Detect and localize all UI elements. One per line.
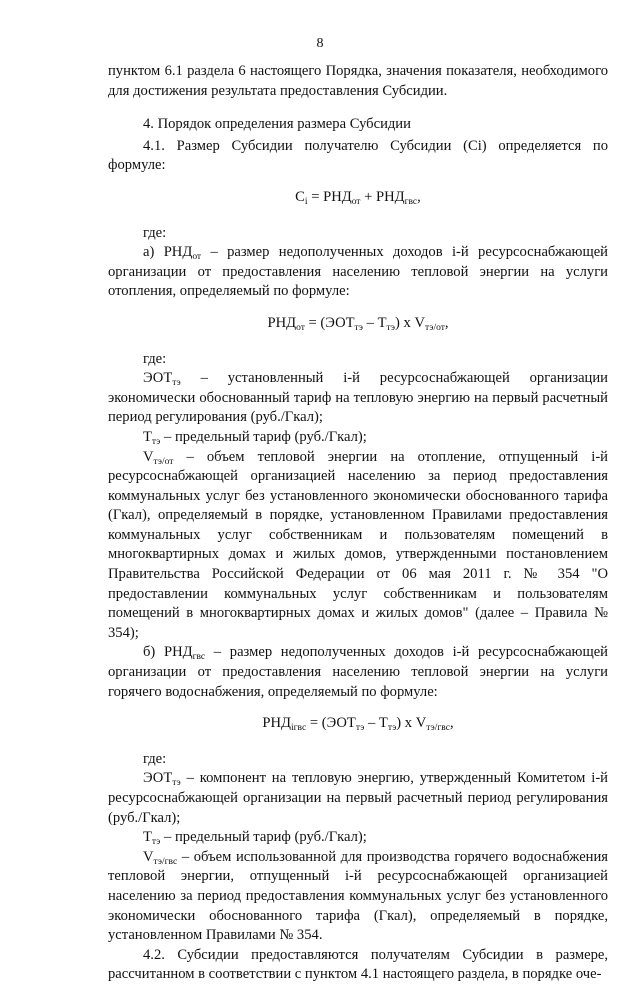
term-subscript: гвс [192, 652, 206, 663]
section-title: 4. Порядок определения размера Субсидии [143, 116, 411, 133]
formula-term: = РНД [307, 188, 352, 205]
formula-term: – Т [363, 314, 387, 331]
term-name: V [143, 848, 154, 865]
term-name: ЭОТ [143, 770, 173, 787]
formula-term: РНД [262, 715, 291, 732]
document-body [108, 62, 608, 985]
term-name: а) РНД [143, 244, 193, 261]
term-subscript: тэ [151, 837, 161, 848]
formula-heating [108, 314, 608, 334]
formula-term: – Т [364, 715, 388, 732]
where-label-2: где: [143, 350, 167, 367]
term-name: б) РНД [143, 644, 193, 661]
formula-subsidy [108, 188, 608, 208]
definition-eot-2 [108, 769, 608, 828]
formula-subscript: гвс [404, 196, 418, 207]
paragraph-a [108, 243, 608, 302]
formula-subscript: от [351, 196, 361, 207]
term-definition: – установленный i-й ресурсоснабжающей организации экономически обоснованный тариф на тепловую энергию на первый расчетный период регулирования (руб./Гкал); [108, 370, 608, 426]
formula-term: ) х V [394, 314, 425, 331]
formula-subscript: iгвс [291, 723, 307, 734]
term-name: Т [143, 428, 152, 445]
formula-subscript: тэ [386, 322, 395, 333]
term-definition: – объем использованной для производства горячего водоснабжения тепловой энергии, отпущенный i-й ресурсоснабжающей организацией населению за период предоставления коммунальных услуг без установленного экономически обоснованного тарифа (Гкал), определяемый в порядке, установленном Правилами № 354. [108, 848, 608, 944]
formula-term: , [444, 314, 449, 331]
term-subscript: тэ [151, 436, 161, 447]
term-definition: – размер недополученных доходов i-й ресурсоснабжающей организации от предоставления населению тепловой энергии на услуги отопления, определяемый по формуле: [108, 244, 608, 300]
term-definition: – объем тепловой энергии на отопление, отпущенный i-й ресурсоснабжающей организацией населению за период предоставления коммунальных услуг без установленного экономически обоснованного тарифа (Гкал), определяемый в порядке, установленном Правилами предоставления коммунальных услуг собственникам и пользователям помещений в многоквартирных домах и жилых домов, утвержденными постановлением Правительства Российской Федерации от 06 мая 2011 г. № 354 "О предоставлении коммунальных услуг собственникам и пользователям помещений в многоквартирных домах и жилых домов" (далее – Правила № 354); [108, 448, 608, 641]
definition-v [108, 448, 608, 644]
term-definition: – предельный тариф (руб./Гкал); [160, 829, 367, 846]
term-subscript: тэ [172, 378, 181, 389]
term-definition: – компонент на тепловую энергию, утвержденный Комитетом i-й ресурсоснабжающей организации на первый расчетный период регулирования (руб./Гкал); [108, 770, 608, 826]
term-name: ЭОТ [143, 370, 173, 387]
formula-term: = (ЭОТ [304, 314, 355, 331]
term-name: V [143, 448, 154, 465]
paragraph-b [108, 643, 608, 702]
definition-eot [108, 369, 608, 428]
formula-subscript: тэ [387, 723, 397, 734]
definition-t [108, 428, 608, 448]
paragraph-4-1 [108, 137, 608, 176]
term-subscript: тэ/от [153, 456, 174, 467]
definition-t-2 [108, 828, 608, 848]
paragraph-4-1-text: 4.1. Размер Субсидии получателю Субсидии (Ci) определяется по формуле: [108, 137, 608, 174]
page-number: 8 [316, 36, 324, 51]
term-subscript: тэ/гвс [153, 856, 178, 867]
where-label-3: где: [143, 750, 167, 767]
formula-term: + РНД [360, 188, 405, 205]
paragraph-4-2: 4.2. Субсидии предоставляются получателям Субсидии в размере, рассчитанном в соответствии с пунктом 4.1 настоящего раздела, в порядке оче- [108, 946, 608, 983]
formula-term: , [449, 715, 454, 732]
formula-subscript: тэ/от [424, 322, 445, 333]
term-subscript: от [192, 252, 202, 263]
definition-v-2 [108, 848, 608, 946]
formula-term: = (ЭОТ [306, 715, 356, 732]
where-label-1: где: [143, 224, 167, 241]
formula-subscript: тэ [354, 322, 363, 333]
formula-subscript: i [304, 196, 308, 207]
term-definition: – размер недополученных доходов i-й ресурсоснабжающей организации от предоставления населению тепловой энергии на услуги горячего водоснабжения, определяемый по формуле: [108, 644, 608, 700]
term-definition: – предельный тариф (руб./Гкал); [160, 428, 367, 445]
term-name: Т [143, 829, 152, 846]
formula-hot-water [108, 714, 608, 734]
formula-term: C [295, 188, 305, 205]
formula-term: ) х V [396, 715, 427, 732]
formula-subscript: тэ [355, 723, 365, 734]
paragraph-intro: пунктом 6.1 раздела 6 настоящего Порядка, значения показателя, необходимого для достижения результата предоставления Субсидии. [108, 63, 608, 99]
formula-subscript: от [296, 322, 305, 333]
formula-subscript: тэ/гвс [426, 723, 450, 734]
term-subscript: тэ [172, 778, 181, 789]
formula-term: , [417, 188, 421, 205]
formula-term: РНД [267, 314, 297, 331]
